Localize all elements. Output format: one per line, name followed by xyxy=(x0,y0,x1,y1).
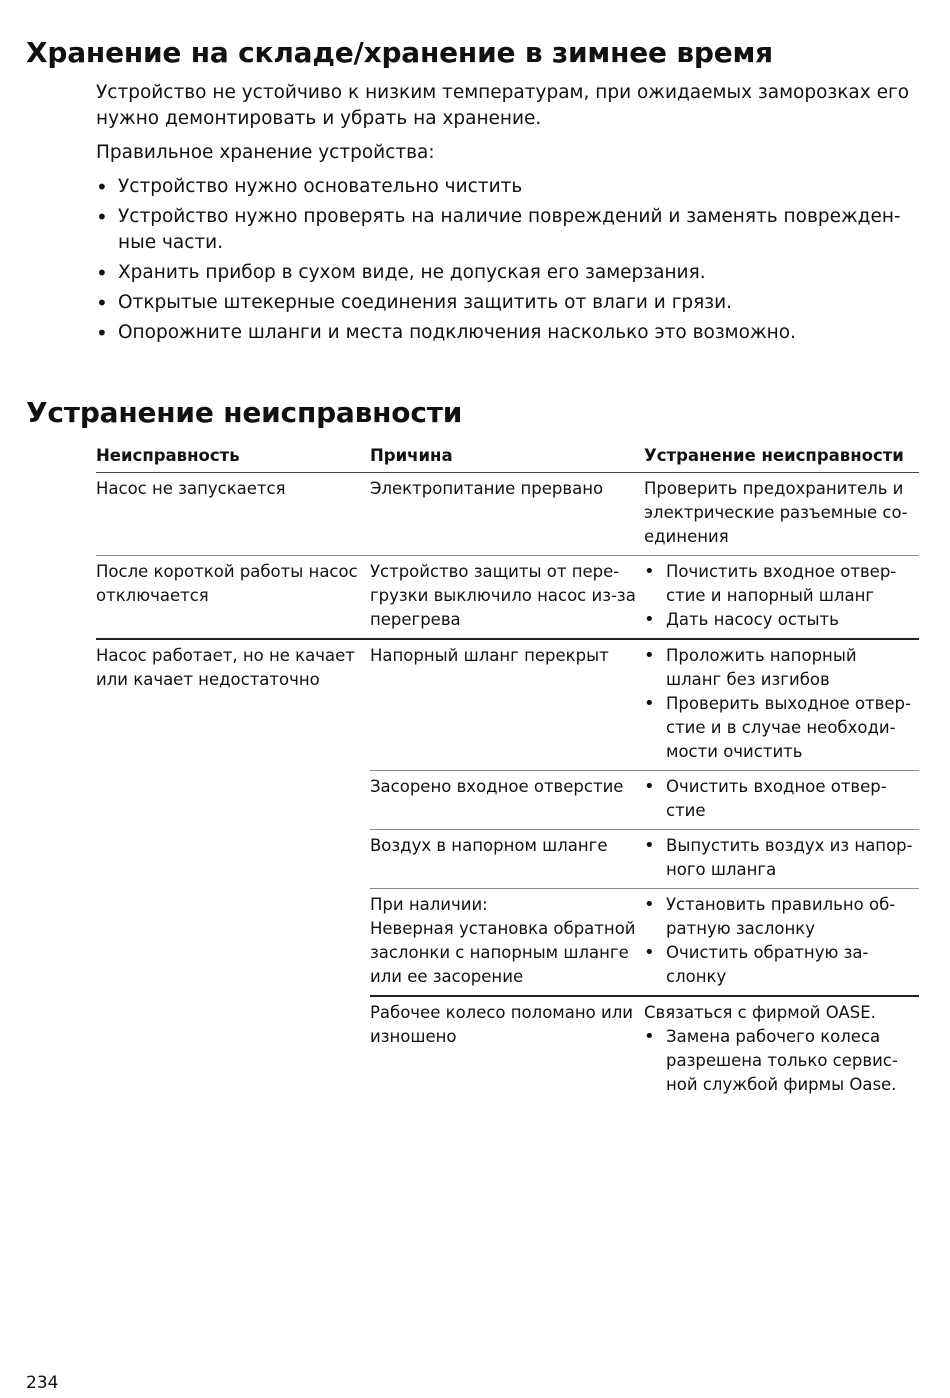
remedy-list xyxy=(644,893,915,989)
remedy-list xyxy=(644,775,915,823)
remedy-list xyxy=(644,1025,915,1097)
remedy-item: • Замена рабочего колеса разрешена только сервис-ной службой фирмы Oase. xyxy=(644,1025,915,1097)
storage-item: • Устройство нужно основательно чистить xyxy=(96,174,916,200)
table-header-row xyxy=(96,442,919,473)
table-row xyxy=(96,830,919,889)
remedy-item: • Проверить выходное отвер-стие и в случае необходи-мости очистить xyxy=(644,692,915,764)
fault-cell-empty xyxy=(96,996,370,1103)
storage-lead: Правильное хранение устройства: xyxy=(96,142,435,163)
remedy-list xyxy=(644,560,915,632)
page-number: 234 xyxy=(26,1373,59,1393)
cause-cell: Устройство защиты от пере-грузки выключило насос из-за перегрева xyxy=(370,556,644,640)
troubleshooting-heading: Устранение неисправности xyxy=(26,396,463,429)
storage-heading: Хранение на складе/хранение в зимнее время xyxy=(26,36,773,69)
fault-cell-empty xyxy=(96,830,370,889)
storage-list xyxy=(96,174,916,346)
remedy-cell xyxy=(644,639,919,771)
cause-cell: Напорный шланг перекрыт xyxy=(370,639,644,771)
storage-intro: Устройство не устойчиво к низким температурам, при ожидаемых заморозках его нужно демонтировать и убрать на хранение. xyxy=(96,82,910,129)
remedy-note: Связаться с фирмой OASE. xyxy=(644,1003,876,1022)
remedy-item: • Установить правильно об-ратную заслонку xyxy=(644,893,915,941)
remedy-item: • Дать насосу остыть xyxy=(644,608,915,632)
column-header-remedy: Устранение неисправности xyxy=(644,442,919,473)
table-row xyxy=(96,639,919,771)
remedy-item: • Очистить обратную за-слонку xyxy=(644,941,915,989)
cause-cell: Электропитание прервано xyxy=(369,479,604,498)
table-row xyxy=(96,889,919,997)
column-header-cause: Причина xyxy=(370,442,644,473)
table-row xyxy=(96,996,919,1103)
remedy-cell xyxy=(644,556,919,640)
remedy-item: • Очистить входное отвер-стие xyxy=(644,775,915,823)
remedy-cell xyxy=(644,889,919,997)
cause-cell: Рабочее колесо поломано или изношено xyxy=(370,996,644,1103)
table-row xyxy=(96,556,919,640)
fault-cell: После короткой работы насос отключается xyxy=(96,556,370,640)
storage-item: • Опорожните шланги и места подключения насколько это возможно. xyxy=(96,320,916,346)
storage-item: • Хранить прибор в сухом виде, не допуская его замерзания. xyxy=(96,260,916,286)
cause-cell: При наличии: Неверная установка обратной заслонки с напорным шланге или ее засорение xyxy=(370,889,644,997)
remedy-item: • Проложить напорный шланг без изгибов xyxy=(644,644,915,692)
storage-section xyxy=(96,80,916,350)
storage-item: • Устройство нужно проверять на наличие повреждений и заменять поврежден-ные части. xyxy=(96,204,916,256)
remedy-item: • Выпустить воздух из напор-ного шланга xyxy=(644,834,915,882)
fault-cell-empty xyxy=(96,771,370,830)
column-header-fault: Неисправность xyxy=(96,442,370,473)
table-row xyxy=(96,473,919,556)
remedy-cell xyxy=(644,830,919,889)
remedy-cell: Проверить предохранитель и электрические разъемные со-единения xyxy=(644,479,908,546)
remedy-list xyxy=(644,834,915,882)
remedy-cell xyxy=(644,771,919,830)
fault-cell-empty xyxy=(96,889,370,997)
remedy-cell xyxy=(644,996,919,1103)
fault-cell: Насос не запускается xyxy=(96,479,286,498)
remedy-list xyxy=(644,644,915,764)
cause-cell: Засорено входное отверстие xyxy=(370,771,644,830)
storage-item: • Открытые штекерные соединения защитить от влаги и грязи. xyxy=(96,290,916,316)
cause-cell: Воздух в напорном шланге xyxy=(370,830,644,889)
table-row xyxy=(96,771,919,830)
remedy-item: • Почистить входное отвер-стие и напорный шланг xyxy=(644,560,915,608)
fault-cell: Насос работает, но не качает или качает недостаточно xyxy=(96,639,370,771)
troubleshooting-table xyxy=(96,442,919,1103)
